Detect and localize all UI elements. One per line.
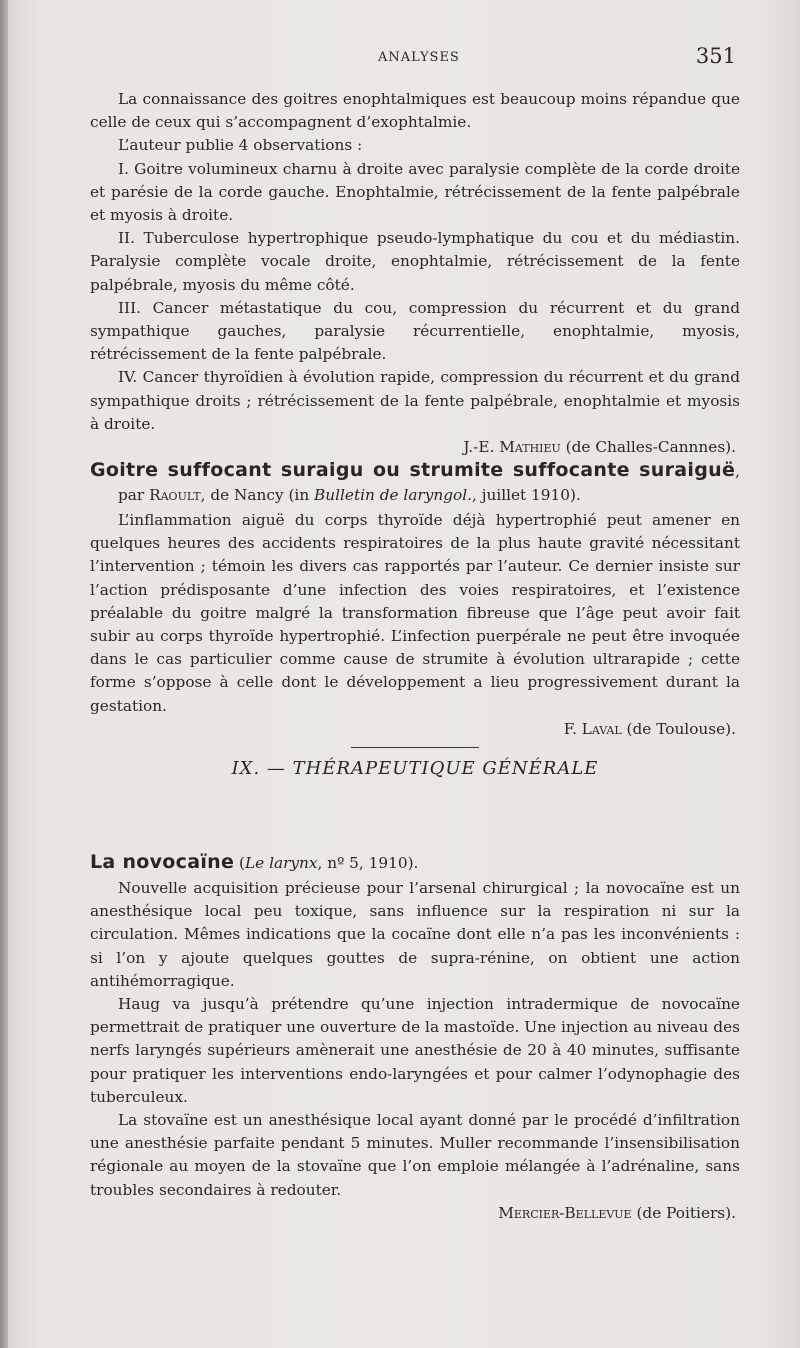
book-spine-shadow: [0, 0, 8, 1348]
review-block-strumite: [90, 458, 740, 779]
page-header: [88, 44, 768, 74]
paragraph: Nouvelle acquisition précieuse pour l’arsenal chirurgical ; la novocaïne est un anesthésique local peu toxique, sans influence sur la respiration ni sur la circulation. Mêmes indications que la cocaïne dont elle n’a pas les inconvénients : si l’on y ajoute quelques gouttes de supra-rénine, on obtient une action antihémorragique.: [90, 879, 740, 990]
observation-4: IV. Cancer thyroïdien à évolution rapide, compression du récurrent et du grand sympathique droits ; rétrécissement de la fente palpébrale, enophtalmie et myosis à droite.: [90, 368, 740, 433]
byline-prefix: , par: [118, 462, 740, 504]
article-author: Raoult: [149, 486, 201, 504]
paragraph: La stovaïne est un anesthésique local ayant donné par le procédé d’infiltration une anesthésie parfaite pendant 5 minutes. Muller recommande l’insensibilisation régionale au moyen de la stovaïne que l’on emploie mélangée à l’adrénaline, sans troubles secondaires à redouter.: [90, 1111, 740, 1199]
signature-name: F. Laval: [563, 719, 622, 738]
article-heading: La novocaïne (Le larynx, nº 5, 1910).: [90, 851, 419, 873]
journal-name: Bulletin de laryngol.: [314, 486, 472, 504]
paragraph: L’auteur publie 4 observations :: [118, 136, 363, 155]
signature-mercier-bellevue: [90, 1202, 740, 1225]
signature-laval: [90, 718, 740, 741]
signature-name: Mercier-Bellevue: [498, 1203, 632, 1222]
signature-name: J.-E. Mathieu: [463, 438, 561, 457]
signature-place: (de Challes-Cannnes).: [560, 438, 736, 457]
observation-2: II. Tuberculose hypertrophique pseudo-lymphatique du cou et du médiastin. Paralysie complète vocale droite, enophtalmie, rétrécissement de la fente palpébrale, myosis du même côté.: [90, 229, 740, 294]
article-heading: [90, 458, 740, 507]
review-block-novocaine: [90, 850, 740, 1225]
reference-suffix: , nº 5, 1910).: [317, 854, 419, 872]
paragraph: L’inflammation aiguë du corps thyroïde déjà hypertrophié peut amener en quelques heures des accidents respiratoires de la plus haute gravité nécessitant l’intervention ; témoin les divers cas rapportés par l’auteur. Ce dernier insiste sur l’action prédisposante d’une infection des voies respiratoires, et l’existence préalable du goitre malgré la transformation fibreuse que l’âge peut avoir fait subir au corps thyroïde hypertrophié. L’infection puerpérale ne peut être invoquée dans le cas particulier comme cause de strumite à évolution ultrarapide ; cette forme s’oppose à celle dont le développement a lieu progressivement durant la gestation.: [90, 511, 740, 715]
byline-mid: , de Nancy (in: [200, 486, 315, 504]
running-title: ANALYSES: [378, 50, 460, 65]
observation-1: I. Goitre volumineux charnu à droite avec paralysie complète de la corde droite et parésie de la corde gauche. Enophtalmie, rétrécissement de la fente palpébrale et myosis à droite.: [90, 159, 740, 225]
signature-place: (de Toulouse).: [621, 719, 736, 738]
section-title: IX. — THÉRAPEUTIQUE GÉNÉRALE: [231, 758, 599, 780]
paragraph: La connaissance des goitres enophtalmiques est beaucoup moins répandue que celle de ceux qui s’accompagnent d’exophtalmie.: [90, 90, 740, 132]
signature-place: (de Poitiers).: [631, 1203, 736, 1222]
article-title: La novocaïne: [90, 851, 235, 873]
review-block-enophtalmie: [90, 88, 740, 459]
article-title: Goitre suffocant suraigu ou strumite suffocante suraiguë: [90, 459, 736, 481]
journal-name: Le larynx: [245, 854, 318, 872]
observation-3: III. Cancer métastatique du cou, compression du récurrent et du grand sympathique gauches, paralysie récurrentielle, enophtalmie, myosis, rétrécissement de la fente palpébrale.: [90, 298, 740, 364]
paragraph: Haug va jusqu’à prétendre qu’une injection intradermique de novocaïne permettrait de pratiquer une ouverture de la mastoïde. Une injection au niveau des nerfs laryngés supérieurs amènerait une anesthésie de 20 à 40 minutes, suffisante pour pratiquer les interventions endo-laryngées et pour calmer l’odynophagie des tuberculeux.: [90, 995, 740, 1106]
section-divider: [351, 747, 479, 748]
byline-suffix: , juillet 1910).: [472, 486, 581, 504]
page-number: 351: [695, 44, 736, 68]
signature-mathieu: [90, 436, 740, 459]
